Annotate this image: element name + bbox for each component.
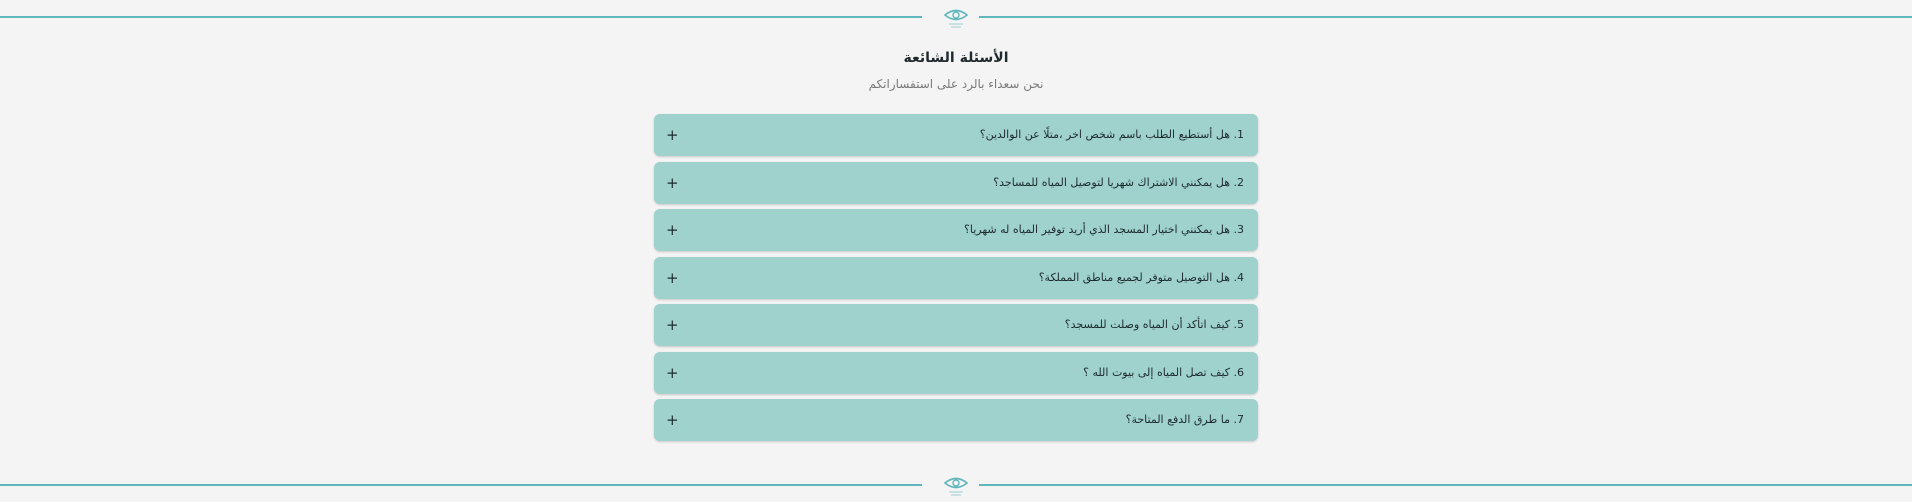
faq-question: 1. هل أستطيع الطلب باسم شخص اخر ،متلًا عن الوالدين؟ (979, 128, 1244, 141)
faq-item-3[interactable] (654, 209, 1258, 251)
plus-icon[interactable]: + (666, 221, 679, 239)
plus-icon[interactable]: + (666, 411, 679, 429)
plus-icon[interactable]: + (666, 363, 679, 382)
faq-item-6[interactable] (654, 352, 1258, 394)
bottom-divider (0, 475, 1912, 495)
eye-icon (941, 475, 971, 497)
divider-line-right (979, 484, 1912, 486)
faq-item-2[interactable] (654, 162, 1258, 204)
plus-icon[interactable]: + (666, 268, 679, 287)
eye-icon (941, 7, 971, 29)
divider-line-left (0, 484, 922, 486)
faq-question: 5. كيف اتأكد أن المياه وصلت للمسجد؟ (1064, 318, 1244, 331)
plus-icon[interactable]: + (666, 316, 679, 334)
plus-icon[interactable]: + (666, 126, 679, 144)
divider-line-left (0, 16, 922, 18)
faq-question: 2. هل يمكنني الاشتراك شهريا لتوصيل المياه للمساجد؟ (993, 175, 1244, 189)
faq-subtitle: نحن سعداء بالرد على استفساراتكم (868, 77, 1044, 91)
faq-item-5[interactable] (654, 304, 1258, 346)
faq-question: 4. هل التوصيل متوفر لجميع مناطق المملكة؟ (1038, 270, 1244, 284)
faq-question: 6. كيف تصل المياه إلى بيوت الله ؟ (1083, 365, 1244, 379)
plus-icon[interactable]: + (666, 173, 679, 192)
top-divider (0, 7, 1912, 27)
faq-question: 7. ما طرق الدفع المتاحة؟ (1125, 413, 1244, 426)
faq-item-1[interactable] (654, 114, 1258, 156)
faq-item-4[interactable] (654, 257, 1258, 299)
faq-title: الأسئلة الشائعة (903, 50, 1009, 66)
faq-question: 3. هل يمكنني اختيار المسجد الذي أريد توفير المياه له شهريا؟ (964, 223, 1244, 236)
divider-line-right (979, 16, 1912, 18)
faq-list (654, 114, 1258, 447)
faq-item-7[interactable] (654, 399, 1258, 441)
